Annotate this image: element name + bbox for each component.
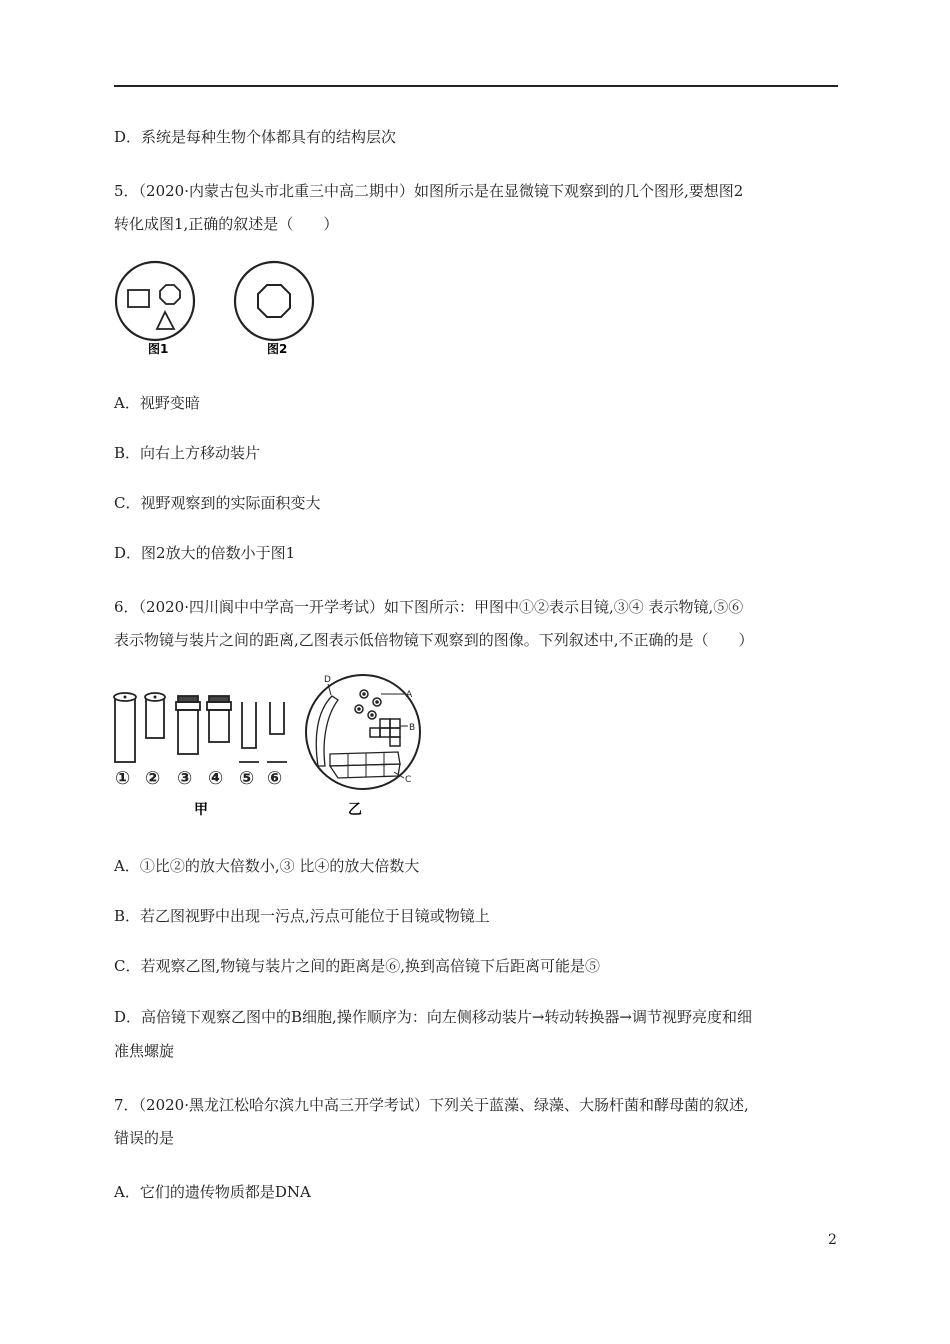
mark-b: B <box>409 723 416 733</box>
q7-stem-line1: 7．（2020·黑龙江松哈尔滨九中高三开学考试）下列关于蓝藻、绿藻、大肠杆菌和酵母菌的叙述, <box>114 1096 749 1114</box>
q7-option-a: A．它们的遗传物质都是DNA <box>114 1183 311 1201</box>
page-number: 2 <box>828 1232 837 1248</box>
q6-option-a: A．①比②的放大倍数小,③ 比④的放大倍数大 <box>114 857 420 875</box>
distance-5 <box>239 702 259 762</box>
objective-3 <box>176 696 200 754</box>
q5-option-a: A．视野变暗 <box>114 394 200 412</box>
q5-option-d: D．图2放大的倍数小于图1 <box>114 544 296 562</box>
mark-a: A <box>406 690 413 700</box>
label-4: ④ <box>208 768 224 789</box>
label-6: ⑥ <box>267 768 283 789</box>
q7-stem-line2: 错误的是 <box>114 1129 175 1147</box>
label-5: ⑤ <box>239 768 255 789</box>
header-rule <box>114 85 838 87</box>
eyepiece-2 <box>145 693 165 738</box>
caption-yi: 乙 <box>348 802 362 818</box>
fig1-square <box>128 290 149 307</box>
cell-d <box>316 696 338 766</box>
label-2: ② <box>145 768 161 789</box>
yi-field <box>306 675 420 789</box>
q5-stem-line1: 5．（2020·内蒙古包头市北重三中高二期中）如图所示是在显微镜下观察到的几个图形,要想图2 <box>114 182 744 200</box>
q5-option-b: B．向右上方移动装片 <box>114 444 261 462</box>
q6-option-d-line2: 准焦螺旋 <box>114 1042 175 1060</box>
distance-6 <box>267 702 287 762</box>
fig1-label: 图1 <box>148 342 169 356</box>
fig1-triangle <box>157 312 174 329</box>
q6-option-b: B．若乙图视野中出现一污点,污点可能位于目镜或物镜上 <box>114 907 490 925</box>
fig1-octagon <box>160 285 180 304</box>
caption-jia: 甲 <box>194 802 208 818</box>
mark-d: D <box>324 675 331 685</box>
q5-option-c: C．视野观察到的实际面积变大 <box>114 494 321 512</box>
q6-stem-line1: 6．（2020·四川阆中中学高一开学考试）如下图所示：甲图中①②表示目镜,③④ 表示物镜,⑤⑥ <box>114 598 744 616</box>
q6-option-d-line1: D．高倍镜下观察乙图中的B细胞,操作顺序为：向左侧移动装片→转动转换器→调节视野亮度和细 <box>114 1008 752 1026</box>
fig2-octagon <box>258 285 290 317</box>
q6-option-c: C．若观察乙图,物镜与装片之间的距离是⑥,换到高倍镜下后距离可能是⑤ <box>114 957 601 975</box>
fig2-label: 图2 <box>267 342 288 356</box>
q6-figure <box>108 672 428 824</box>
q5-figure <box>110 260 340 360</box>
prev-option-d: D．系统是每种生物个体都具有的结构层次 <box>114 128 397 146</box>
mark-c: C <box>405 775 412 785</box>
q5-stem-line2: 转化成图1,正确的叙述是（ ） <box>114 215 339 233</box>
view-yi <box>306 675 420 789</box>
objective-4 <box>207 696 231 742</box>
eyepiece-1 <box>114 693 136 762</box>
q6-stem-line2: 表示物镜与装片之间的距离,乙图表示低倍物镜下观察到的图像。下列叙述中,不正确的是（ ） <box>114 631 754 649</box>
label-1: ① <box>115 768 131 789</box>
label-3: ③ <box>177 768 193 789</box>
fig2-field <box>235 262 313 340</box>
